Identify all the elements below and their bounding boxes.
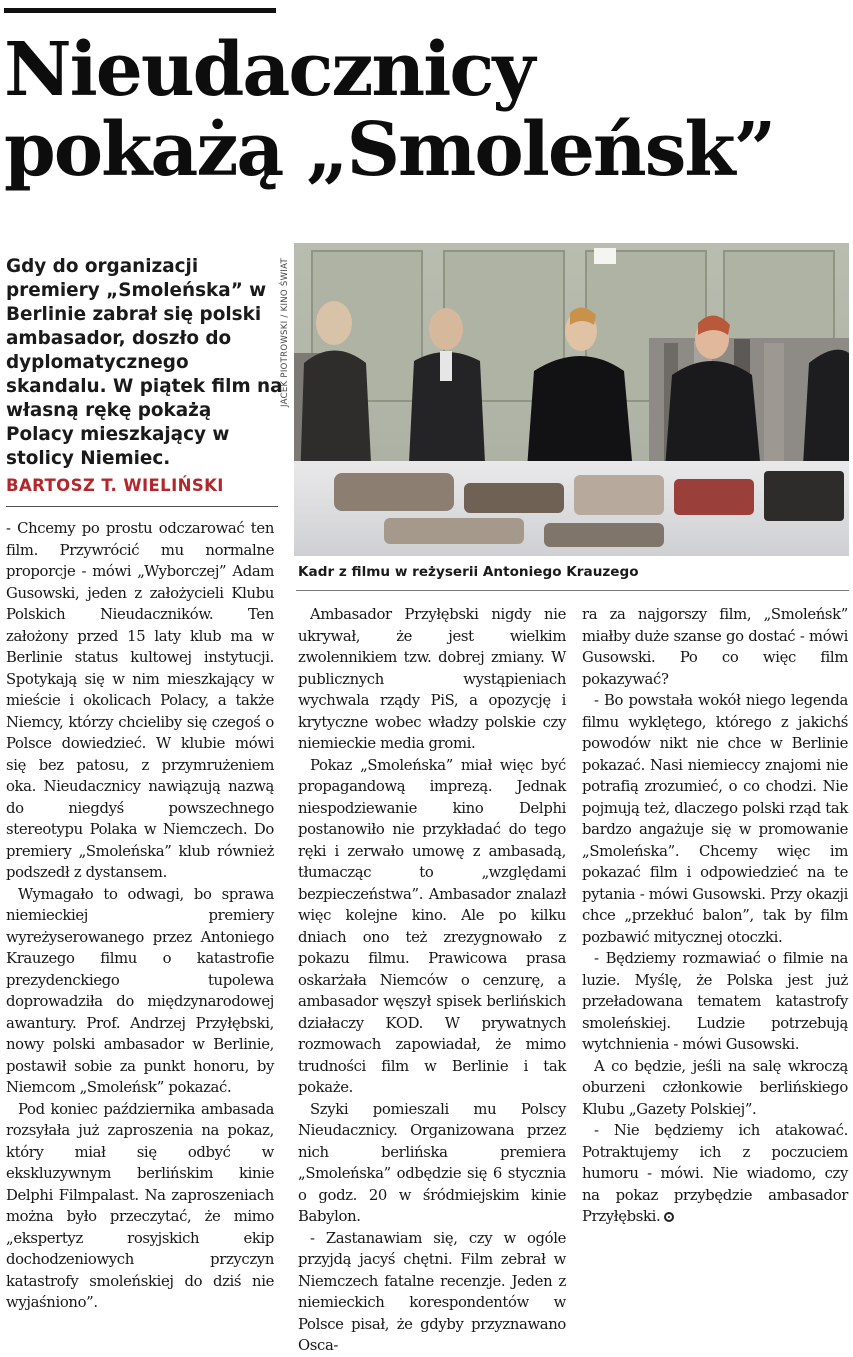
body-column-3 <box>582 604 848 1228</box>
headline-line-2: pokażą „Smoleńsk” <box>4 107 775 193</box>
photo-caption: Kadr z filmu w reżyserii Antoniego Krauzego <box>298 564 639 580</box>
paragraph: - Będziemy rozmawiać o filmie na luzie. Myślę, że Polska jest już przeładowana tematem katastrofy smoleńskiej. Ludzie potrzebują wytchnienia - mówi Gusowski. <box>582 950 848 1053</box>
paragraph: Wymagało to odwagi, bo sprawa niemieckiej premiery wyreżyserowanego przez Antoniego Krauzego filmu o katastrofie prezydenckiego tupolewa doprowadziła do międzynarodowej awantury. Prof. Andrzej Przyłębski, nowy polski ambasador w Berlinie, postawił sobie za punkt honoru, by Niemcom „Smoleńsk” pokazać. <box>6 885 274 1096</box>
end-of-article-icon <box>664 1212 674 1222</box>
paragraph-last <box>582 1120 848 1228</box>
headline-line-1: Nieudacznicy <box>4 27 534 113</box>
paragraph: Pokaz „Smoleńska” miał więc być propagandową imprezą. Jednak niespodziewanie kino Delphi postanowiło nie przykładać do tego ręki i zerwało umowę z ambasadą, tłumacząc to „względami bezpieczeństwa”. Ambasador znalazł więc kolejne kino. Ale po kilku dniach ono też zrezygnowało z pokazu filmu. Prawicowa prasa oskarżała Niemców o cenzurę, a ambasador węszył spisek berlińskich działaczy KOD. W prywatnych rozmowach zapowiadał, że mimo trudności film w Berlinie i tak pokaże. <box>298 756 566 1096</box>
byline-rule <box>6 506 278 507</box>
paragraph: ra za najgorszy film, „Smoleńsk” miałby duże szanse go dostać - mówi Gusowski. Po co więc film pokazywać? <box>582 606 848 688</box>
paragraph: - Chcemy po prostu odczarować ten film. Przywrócić mu normalne proporcje - mówi „Wyborczej” Adam Gusowski, jeden z założycieli Klubu Polskich Nieudaczników. Ten założony przed 15 laty klub ma w Berlinie status kultowej instytucji. Spotykają się w nim mieszkający w mieście i okolicach Polacy, a także Niemcy, którzy chcieliby się czegoś o Polsce dowiedzieć. W klubie mówi się bez patosu, z przymrużeniem oka. Nieudacznicy nawiązują nazwą do niegdyś powszechnego stereotypu Polaka w Niemczech. Do premiery „Smoleńska” klub również podszedł z dystansem. <box>6 520 274 881</box>
paragraph: - Zastanawiam się, czy w ogóle przyjdą jacyś chętni. Film zebrał w Niemczech fatalne recenzje. Jeden z niemieckich korespondentów w Polsce pisał, że gdyby przyznawano Osca- <box>298 1229 566 1354</box>
caption-rule <box>296 590 849 591</box>
paragraph: Szyki pomieszali mu Polscy Nieudacznicy. Organizowana przez nich berlińska premiera „Smoleńska” odbędzie się 6 stycznia o godz. 20 w śródmiejskim kinie Babylon. <box>298 1100 566 1225</box>
author-byline: BARTOSZ T. WIELIŃSKI <box>6 476 224 495</box>
paragraph-text: - Nie będziemy ich atakować. Potraktujemy ich z poczuciem humoru - mówi. Nie wiadomo, czy na pokaz przybędzie ambasador Przyłębski. <box>582 1122 848 1225</box>
paragraph: A co będzie, jeśli na salę wkroczą oburzeni członkowie berlińskiego Klubu „Gazety Polskiej”. <box>582 1057 848 1118</box>
top-rule <box>4 8 276 13</box>
paragraph: - Bo powstała wokół niego legenda filmu wyklętego, którego z jakichś powodów nikt nie chce w Berlinie pokazać. Nasi niemieccy znajomi nie potrafią zrozumieć, o co chodzi. Nie pojmują też, dlaczego polski rząd tak bardzo angażuje się w promowanie „Smoleńska”. Chcemy więc im pokazać film i odpowiedzieć na te pytania - mówi Gusowski. Przy okazji chce „przekłuć balon”, tak by film pozbawić mitycznej otoczki. <box>582 692 848 946</box>
body-column-1 <box>6 518 274 1314</box>
paragraph: Pod koniec października ambasada rozsyłała już zaproszenia na pokaz, który miał się odbyć w ekskluzywnym berlińskim kinie Delphi Filmpalast. Na zaproszeniach można było przeczytać, że mimo „ekspertyz rosyjskich ekip dochodzeniowych przyczyn katastrofy smoleńskiej do dziś nie wyjaśniono”. <box>6 1100 274 1311</box>
lead-paragraph: Gdy do organizacji premiery „Smoleńska” w Berlinie zabrał się polski ambasador, doszło do dyplomatycznego skandalu. W piątek film na własną rękę pokażą Polacy mieszkający w stolicy Niemiec. <box>6 256 283 469</box>
headline <box>4 27 844 193</box>
photo-credit: JACEK PIOTROWSKI / KINO ŚWIAT <box>280 257 290 407</box>
photo-illustration <box>294 243 849 556</box>
body-column-2 <box>298 604 566 1357</box>
paragraph: Ambasador Przyłębski nigdy nie ukrywał, że jest wielkim zwolennikiem tzw. dobrej zmiany. W publicznych wystąpieniach wychwala rządy PiS, a opozycję i krytyczne wobec władzy polskie czy niemieckie media gromi. <box>298 606 566 752</box>
article-photo <box>294 243 849 556</box>
